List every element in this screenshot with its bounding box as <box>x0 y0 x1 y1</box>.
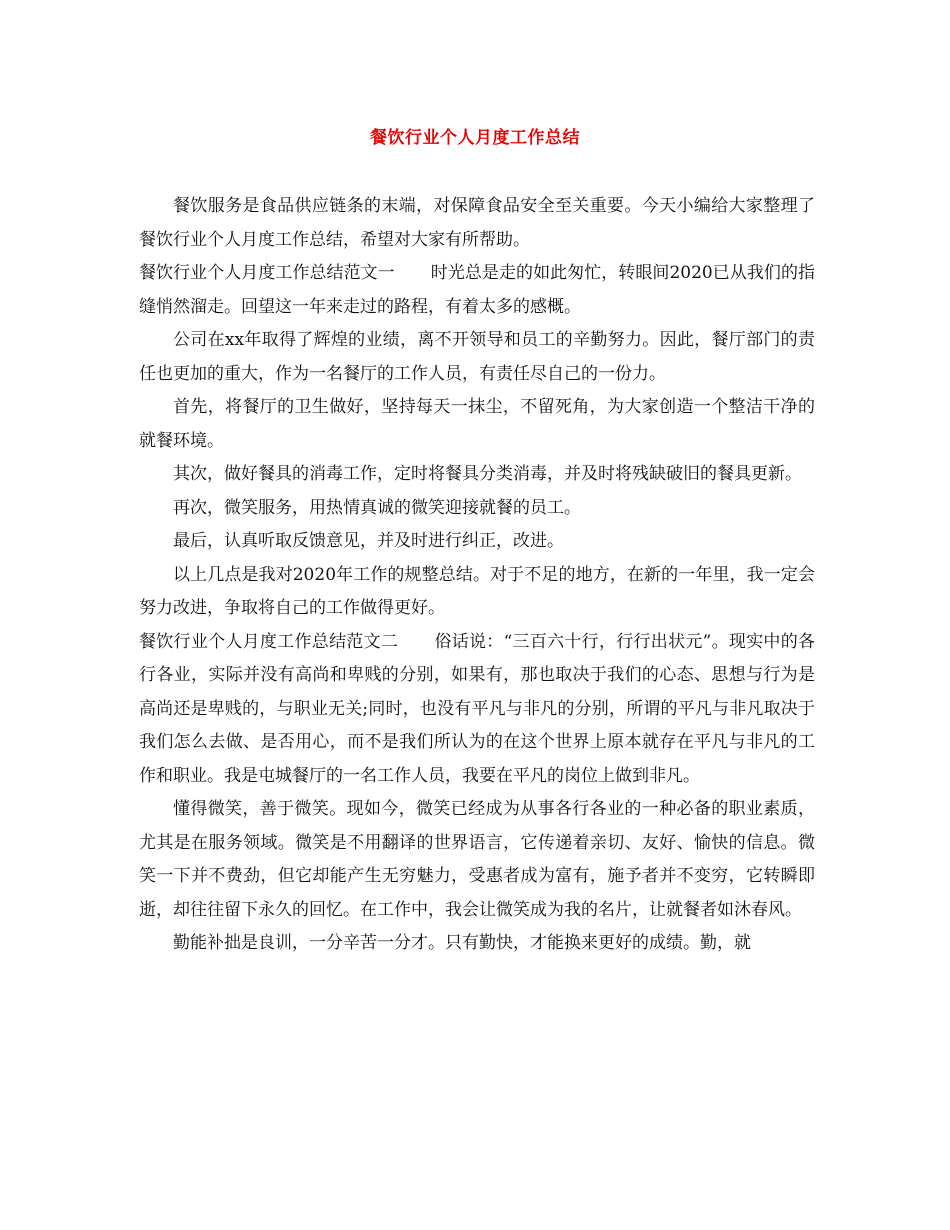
section2-paragraph-1: 懂得微笑，善于微笑。现如今，微笑已经成为从事各行各业的一种必备的职业素质，尤其是在服务领域。微笑是不用翻译的世界语言，它传递着亲切、友好、愉快的信息。微笑一下并不费劲，但它却能产生无穷魅力，受惠者成为富有，施予者并不变穷，它转瞬即逝，却往往留下永久的回忆。在工作中，我会让微笑成为我的名片，让就餐者如沐春风。 <box>139 799 815 920</box>
intro-paragraph: 餐饮服务是食品供应链条的末端，对保障食品安全至关重要。今天小编给大家整理了餐饮行业个人月度工作总结，希望对大家有所帮助。 <box>139 196 815 250</box>
section2-paragraph <box>139 626 815 794</box>
section1-heading: 餐饮行业个人月度工作总结范文一 <box>139 263 395 283</box>
section2-heading: 餐饮行业个人月度工作总结范文二 <box>139 631 399 652</box>
section2-lead: 俗话说：“三百六十行，行行出状元”。现实中的各行各业，实际并没有高尚和卑贱的分别，如果有，那也取决于我们的心态、思想与行为是高尚还是卑贱的，与职业无关;同时，也没有平凡与非凡的分别，所谓的平凡与非凡取决于我们怎么去做、是否用心，而不是我们所认为的在这个世界上原本就存在平凡与非凡的工作和职业。我是屯城餐厅的一名工作人员，我要在平凡的岗位上做到非凡。 <box>139 631 815 786</box>
section1-paragraph-1: 公司在xx年取得了辉煌的业绩，离不开领导和员工的辛勤努力。因此，餐厅部门的责任也更加的重大，作为一名餐厅的工作人员，有责任尽自己的一份力。 <box>139 330 815 384</box>
section2-paragraph-2: 勤能补拙是良训，一分辛苦一分才。只有勤快，才能换来更好的成绩。勤，就 <box>173 933 751 953</box>
document-title: 餐饮行业个人月度工作总结 <box>370 128 580 148</box>
document-body <box>139 190 815 961</box>
section1-paragraph-2: 首先，将餐厅的卫生做好，坚持每天一抹尘，不留死角，为大家创造一个整洁干净的就餐环境。 <box>139 397 815 451</box>
section1-lead: 时光总是走的如此匆忙，转眼间2020已从我们的指缝悄然溜走。回望这一年来走过的路程，有着太多的感概。 <box>139 263 816 317</box>
section1-paragraph <box>139 257 815 324</box>
section1-paragraph-5: 最后，认真听取反馈意见，并及时进行纠正，改进。 <box>173 531 564 551</box>
section1-paragraph-6: 以上几点是我对2020年工作的规整总结。对于不足的地方，在新的一年里，我一定会努力改进，争取将自己的工作做得更好。 <box>139 564 815 618</box>
section1-paragraph-3: 其次，做好餐具的消毒工作，定时将餐具分类消毒，并及时将残缺破旧的餐具更新。 <box>173 464 802 484</box>
section1-paragraph-4: 再次，微笑服务，用热情真诚的微笑迎接就餐的员工。 <box>173 497 581 518</box>
